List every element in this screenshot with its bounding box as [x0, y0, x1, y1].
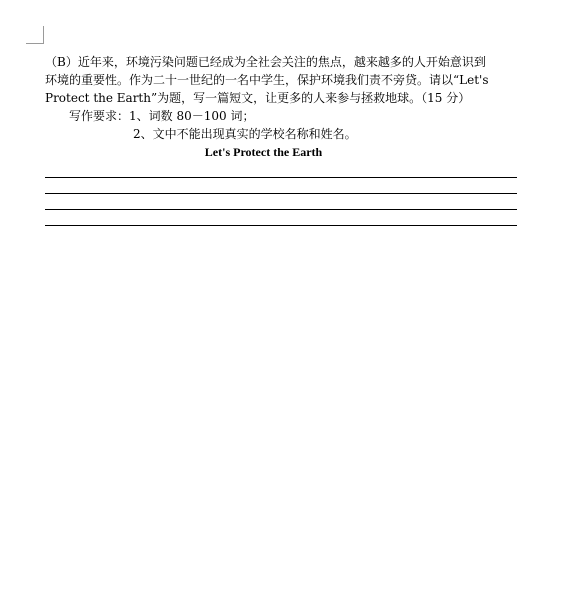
- requirement-1: 写作要求：1、词数 80－100 词；: [69, 109, 255, 123]
- answer-line: [45, 162, 517, 178]
- question-line-2: 环境的重要性。作为二十一世纪的一名中学生，保护环境我们责不旁贷。请以“Let's: [45, 73, 489, 87]
- question-paragraph: [45, 53, 520, 107]
- answer-line: [45, 210, 517, 226]
- question-line-1: （B）近年来，环境污染问题已经成为全社会关注的焦点，越来越多的人开始意识到: [45, 55, 486, 69]
- essay-title: Let's Protect the Earth: [204, 145, 323, 159]
- requirement-2: 2、文中不能出现真实的学校名称和姓名。: [133, 127, 357, 141]
- page-corner-mark: [26, 26, 44, 44]
- answer-lines: [45, 162, 517, 226]
- question-line-3: Protect the Earth”为题，写一篇短文，让更多的人来参与拯救地球。（15 分）: [45, 91, 471, 105]
- answer-line: [45, 194, 517, 210]
- answer-line: [45, 178, 517, 194]
- document-body: [45, 53, 520, 226]
